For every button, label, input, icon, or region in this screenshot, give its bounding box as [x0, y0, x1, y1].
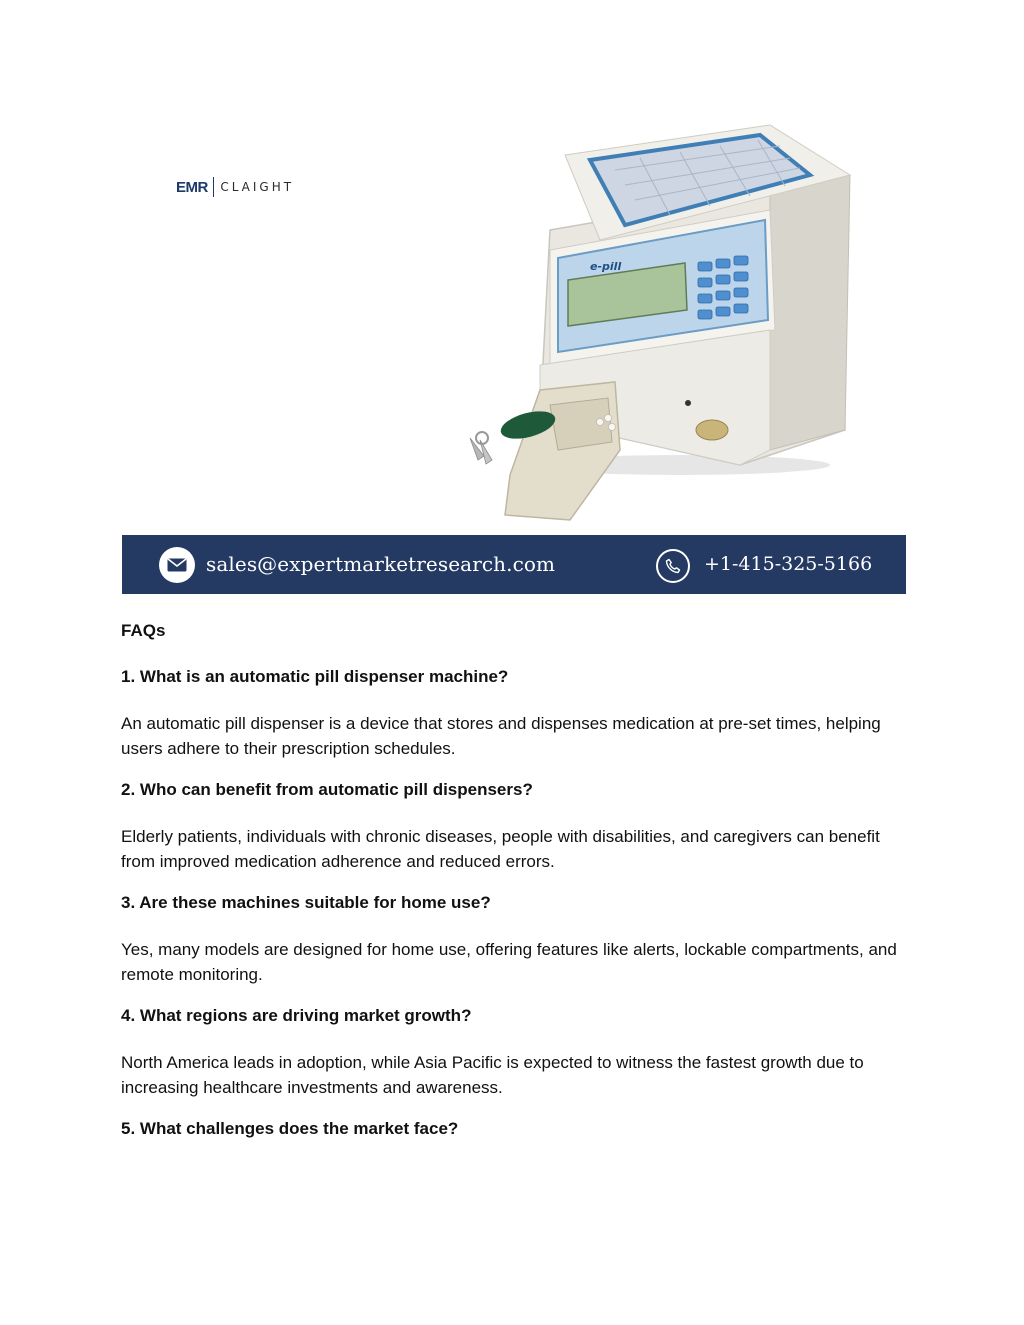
faq-question: 1. What is an automatic pill dispenser machine? [121, 667, 509, 686]
emr-claight-logo [176, 176, 294, 198]
faq-heading: FAQs [121, 621, 166, 640]
faq-question: 4. What regions are driving market growth? [121, 1006, 472, 1025]
contact-banner [122, 535, 906, 594]
contact-email[interactable]: sales@expertmarketresearch.com [206, 552, 556, 576]
faq-question: 2. Who can benefit from automatic pill dispensers? [121, 780, 533, 799]
phone-icon [656, 549, 690, 583]
pill-dispenser-machine-image [440, 120, 860, 530]
contact-phone[interactable]: +1-415-325-5166 [704, 553, 873, 575]
faq-answer: North America leads in adoption, while Asia Pacific is expected to witness the fastest growth due to increasing healthcare investments and awareness. [121, 1053, 864, 1097]
faq-answer: Yes, many models are designed for home use, offering features like alerts, lockable compartments, and remote monitoring. [121, 940, 897, 984]
faq-question: 3. Are these machines suitable for home use? [121, 893, 491, 912]
mail-icon [159, 547, 195, 583]
product-brand-label: e-pill [590, 260, 622, 273]
faq-answer: Elderly patients, individuals with chronic diseases, people with disabilities, and caregivers can benefit from improved medication adherence and reduced errors. [121, 827, 880, 871]
logo-divider [213, 177, 215, 197]
logo-emr-text: EMR [176, 178, 208, 196]
faq-section [121, 621, 911, 1163]
faq-answer: An automatic pill dispenser is a device that stores and dispenses medication at pre-set times, helping users adhere to their prescription schedules. [121, 714, 881, 758]
faq-question: 5. What challenges does the market face? [121, 1119, 459, 1138]
logo-claight-text: CLAIGHT [220, 180, 295, 194]
